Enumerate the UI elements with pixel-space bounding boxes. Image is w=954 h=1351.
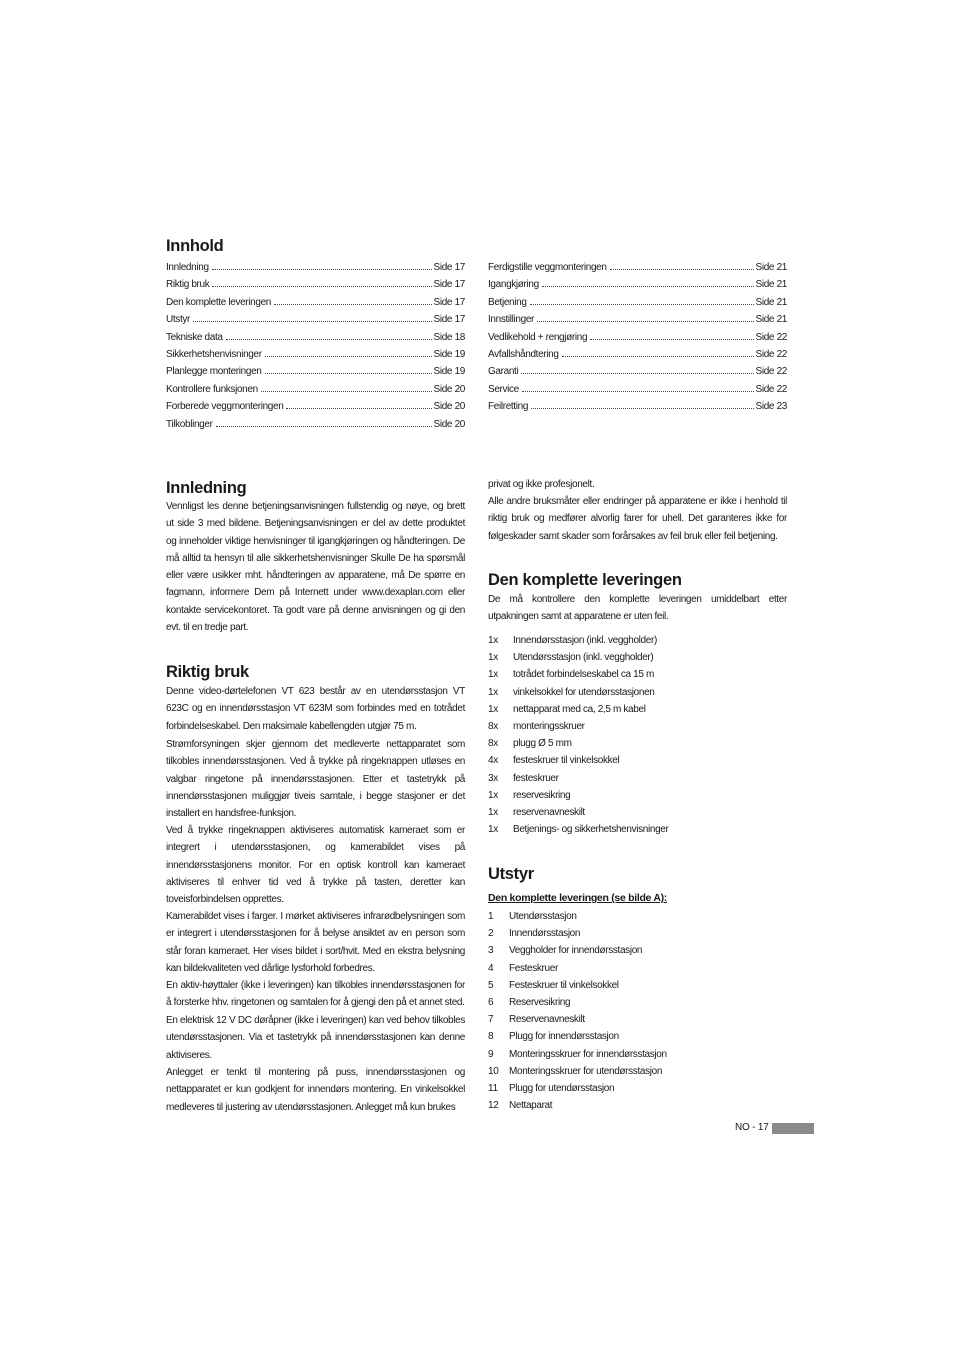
toc-entry-page: Side 17 [433, 296, 465, 308]
levering-list [488, 632, 668, 838]
list-item [488, 1028, 667, 1045]
levering-intro: De må kontrollere den komplette leveringen umiddelbart etter utpakningen samt at apparatene er uten feil. [488, 594, 787, 623]
toc-leader-dots [193, 321, 432, 322]
list-item-marker: 3x [488, 772, 498, 784]
toc-entry [488, 297, 787, 314]
toc-entry [488, 384, 787, 401]
toc-leader-dots [212, 286, 431, 287]
list-item [488, 666, 668, 683]
list-item-text: monteringsskruer [513, 721, 585, 733]
list-item [488, 787, 668, 804]
toc-entry-page: Side 21 [755, 262, 787, 273]
riktig-bruk-p2: Strømforsyningen skjer gjennom det medleverte nettapparatet som tilkobles innendørsstasjonen. Ved å trykke på ringeknappen utløses en valgbar ringetone på innendørsstasjonen. Etter et tastetrykk på innendørsstasjonen muliggjør tiveis samtale, i begge stasjoner er det installert en handsfree-funksjon. [166, 739, 465, 820]
levering-heading: Den komplette leveringen [488, 571, 682, 589]
toc-entry-label: Innstillinger [488, 314, 535, 326]
riktig-bruk-p4: Kamerabildet vises i farger. I mørket aktiviseres infrarødbelysningen som er integrert i utendørsstasjonen for å belyse ansiktet av en person som står foran kameraet. Her vises bildet i sort/hvit. Med en ekstra belysning kan bildekvaliteten ved dårlige lysforhold forbedres. [166, 911, 465, 974]
toc-entry-page: Side 20 [433, 401, 465, 413]
toc-leader-dots [537, 321, 754, 322]
list-item-text: reservesikring [513, 789, 571, 801]
list-item-text: Reservenavneskilt [509, 1014, 585, 1026]
list-item [488, 649, 668, 666]
innledning-text: Vennligst les denne betjeningsanvisningen fullstendig og nøye, og brett ut side 3 med bildene. Betjeningsanvisningen er del av dette produktet og inneholder viktige henvisninger til igangkjøringen og håndteringen. De må alltid ta hensyn til alle sikkerhetshenvisninger Skulle De ha spørsmål eller være usikker mht. håndteringen av apparatene, må De spørre en fagmann, informere Dem på Internett under www.dexaplan.com eller kontakte servicekontoret. Ta godt vare på denne anvisningen og gi den evt. til en tredje part. [166, 501, 465, 634]
list-item-marker: 8x [488, 721, 498, 733]
toc-entry-label: Den komplette leveringen [166, 296, 271, 308]
list-item-marker: 1x [488, 789, 498, 801]
list-item-text: festeskruer til vinkelsokkel [513, 755, 620, 767]
toc-right-column [488, 262, 787, 419]
list-item [488, 632, 668, 649]
list-item [488, 1097, 667, 1114]
toc-entry-label: Innledning [166, 262, 209, 273]
toc-leader-dots [226, 339, 432, 340]
riktig-bruk-p8: privat og ikke profesjonelt. [488, 479, 595, 490]
toc-leader-dots [530, 304, 754, 305]
toc-entry-label: Service [488, 383, 519, 395]
toc-entry-page: Side 21 [755, 314, 787, 326]
list-item-marker: 11 [488, 1082, 498, 1094]
toc-entry [166, 419, 465, 436]
utstyr-list [488, 908, 667, 1114]
list-item-marker: 7 [488, 1014, 494, 1026]
toc-leader-dots [286, 408, 431, 409]
list-item-text: Nettaparat [509, 1100, 553, 1112]
list-item [488, 735, 668, 752]
page-marker-bar [772, 1123, 814, 1134]
list-item-text: Betjenings- og sikkerhetshenvisninger [513, 824, 669, 836]
toc-entry-label: Sikkerhetshenvisninger [166, 348, 262, 360]
list-item-text: Plugg for utendørsstasjon [509, 1082, 615, 1094]
list-item-text: Plugg for innendørsstasjon [509, 1031, 619, 1043]
toc-entry-page: Side 17 [433, 314, 465, 326]
list-item-marker: 2 [488, 928, 494, 940]
riktig-bruk-p6: En elektrisk 12 V DC døråpner (ikke i leveringen) kan ved behov tilkobles utendørsstasjonen. Via et tastetrykk på innendørsstasjonen kan denne aktiviseres. [166, 1015, 465, 1061]
toc-entry-page: Side 20 [433, 383, 465, 395]
toc-entry [488, 349, 787, 366]
toc-leader-dots [590, 339, 753, 340]
toc-entry [166, 314, 465, 331]
list-item-marker: 1x [488, 703, 498, 715]
toc-entry-page: Side 22 [755, 348, 787, 360]
toc-entry-page: Side 21 [755, 279, 787, 291]
list-item-text: Monteringsskruer for innendørsstasjon [509, 1048, 667, 1060]
list-item-text: Festeskruer til vinkelsokkel [509, 979, 619, 991]
toc-leader-dots [542, 286, 754, 287]
list-item-marker: 1x [488, 652, 498, 664]
toc-title: Innhold [166, 237, 224, 255]
toc-leader-dots [610, 269, 754, 270]
toc-entry [166, 349, 465, 366]
list-item-marker: 1x [488, 669, 498, 681]
toc-leader-dots [212, 269, 432, 270]
list-item-marker: 12 [488, 1100, 499, 1112]
toc-entry-label: Avfallshåndtering [488, 348, 559, 360]
toc-entry-page: Side 22 [755, 331, 787, 343]
toc-entry-page: Side 23 [755, 401, 787, 413]
innledning-heading: Innledning [166, 479, 247, 497]
list-item-text: Reservesikring [509, 997, 571, 1009]
riktig-bruk-p9: Alle andre bruksmåter eller endringer på apparatene er ikke i henhold til riktig bruk og medfører alvorlig farer for uhell. Det garanteres ikke for følgeskader samt skader som forårsakes av feil bruk eller feil betjening. [488, 496, 787, 542]
toc-leader-dots [265, 356, 432, 357]
toc-entry [166, 262, 465, 279]
list-item [488, 701, 668, 718]
list-item-marker: 4 [488, 962, 494, 974]
toc-entry-label: Igangkjøring [488, 279, 539, 291]
toc-entry [488, 279, 787, 296]
toc-entry [488, 332, 787, 349]
list-item-text: Veggholder for innendørsstasjon [509, 945, 643, 957]
list-item [488, 960, 667, 977]
list-item [488, 942, 667, 959]
list-item [488, 1080, 667, 1097]
toc-entry-page: Side 19 [433, 348, 465, 360]
toc-leader-dots [562, 356, 754, 357]
list-item-text: Monteringsskruer for utendørsstasjon [509, 1065, 663, 1077]
toc-entry [166, 401, 465, 418]
toc-entry [488, 366, 787, 383]
list-item-marker: 1x [488, 806, 498, 818]
list-item-marker: 8 [488, 1031, 494, 1043]
toc-entry-label: Riktig bruk [166, 279, 210, 291]
list-item-text: Festeskruer [509, 962, 558, 974]
toc-entry-page: Side 18 [433, 331, 465, 343]
list-item-text: totrådet forbindelseskabel ca 15 m [513, 669, 654, 681]
list-item [488, 804, 668, 821]
list-item [488, 1046, 667, 1063]
toc-entry [166, 366, 465, 383]
toc-entry-page: Side 20 [433, 418, 465, 430]
utstyr-heading: Utstyr [488, 865, 534, 883]
riktig-bruk-p3: Ved å trykke ringeknappen aktiviseres automatisk kameraet som er integrert i utendørsstasjonen, og kamerabildet vises på innendørsstasjonens monitor. For en optisk kontroll kan kameraet aktiviseres til enhver tid ved å trykke på tasten, deretter kan toveisforbindelsen opprettes. [166, 825, 465, 906]
toc-leader-dots [261, 391, 432, 392]
toc-entry [488, 262, 787, 279]
utstyr-subtitle: Den komplette leveringen (se bilde A): [488, 892, 668, 904]
toc-entry-label: Utstyr [166, 314, 191, 326]
toc-entry [488, 401, 787, 418]
list-item-marker: 10 [488, 1065, 499, 1077]
list-item [488, 925, 667, 942]
toc-entry-label: Tilkoblinger [166, 418, 213, 430]
toc-entry [166, 297, 465, 314]
list-item [488, 718, 668, 735]
list-item-text: Innendørsstasjon [509, 928, 581, 940]
toc-entry-label: Kontrollere funksjonen [166, 383, 258, 395]
toc-entry-label: Betjening [488, 296, 527, 308]
toc-entry-label: Tekniske data [166, 331, 223, 343]
list-item-text: Utendørsstasjon (inkl. veggholder) [513, 652, 654, 664]
list-item [488, 1063, 667, 1080]
toc-entry-label: Garanti [488, 366, 519, 378]
list-item [488, 770, 668, 787]
list-item-marker: 5 [488, 979, 494, 991]
list-item-marker: 1x [488, 686, 498, 698]
toc-entry [166, 384, 465, 401]
list-item-text: festeskruer [513, 772, 559, 784]
toc-leader-dots [274, 304, 432, 305]
list-item-marker: 8x [488, 738, 498, 750]
list-item [488, 752, 668, 769]
list-item-marker: 9 [488, 1048, 494, 1060]
toc-leader-dots [265, 373, 432, 374]
list-item [488, 684, 668, 701]
riktig-bruk-p7: Anlegget er tenkt til montering på puss, innendørsstasjonen og nettapparatet er kun godkjent for innendørs montering. En vinkelsokkel medleveres til justering av utendørsstasjonen. Anlegget må kun brukes [166, 1067, 465, 1113]
toc-entry-page: Side 21 [755, 296, 787, 308]
list-item [488, 908, 667, 925]
list-item-marker: 1x [488, 824, 498, 836]
list-item-text: Utendørsstasjon [509, 911, 577, 923]
list-item [488, 821, 668, 838]
toc-leader-dots [521, 373, 753, 374]
toc-entry-label: Vedlikehold + rengjøring [488, 331, 588, 343]
toc-leader-dots [216, 426, 432, 427]
list-item [488, 994, 667, 1011]
toc-leader-dots [531, 408, 753, 409]
toc-entry-label: Feilretting [488, 401, 529, 413]
toc-entry-page: Side 22 [755, 383, 787, 395]
list-item-text: reservenavneskilt [513, 806, 585, 818]
list-item-marker: 6 [488, 997, 494, 1009]
toc-entry-page: Side 19 [433, 366, 465, 378]
toc-left-column [166, 262, 465, 436]
list-item-marker: 1x [488, 635, 498, 647]
list-item-text: vinkelsokkel for utendørsstasjonen [513, 686, 655, 698]
toc-leader-dots [522, 391, 754, 392]
list-item-text: Innendørsstasjon (inkl. veggholder) [513, 635, 657, 647]
riktig-bruk-p1: Denne video-dørtelefonen VT 623 består av en utendørsstasjon VT 623C og en innendørsstasjon VT 623M som forbindes med en totrådet forbindelseskabel. Den maksimale kabellengden utgjør 75 m. [166, 686, 465, 732]
list-item-marker: 4x [488, 755, 498, 767]
toc-entry-label: Forberede veggmonteringen [166, 401, 284, 413]
list-item [488, 1011, 667, 1028]
toc-entry [166, 279, 465, 296]
page-number: NO - 17 [735, 1122, 769, 1133]
toc-entry [166, 332, 465, 349]
toc-entry-page: Side 17 [433, 262, 465, 273]
list-item-marker: 3 [488, 945, 494, 957]
toc-entry-page: Side 17 [433, 279, 465, 291]
toc-entry [488, 314, 787, 331]
riktig-bruk-p5: En aktiv-høyttaler (ikke i leveringen) kan tilkobles innendørsstasjonen for å forsterke hhv. ringetonen og samtalen for å gjengi den på et annet sted. [166, 980, 465, 1009]
list-item [488, 977, 667, 994]
list-item-text: plugg Ø 5 mm [513, 738, 572, 750]
riktig-bruk-heading: Riktig bruk [166, 663, 249, 681]
list-item-text: nettapparat med ca, 2,5 m kabel [513, 703, 646, 715]
toc-entry-label: Planlegge monteringen [166, 366, 262, 378]
toc-entry-page: Side 22 [755, 366, 787, 378]
toc-entry-label: Ferdigstille veggmonteringen [488, 262, 607, 273]
list-item-marker: 1 [488, 911, 494, 923]
